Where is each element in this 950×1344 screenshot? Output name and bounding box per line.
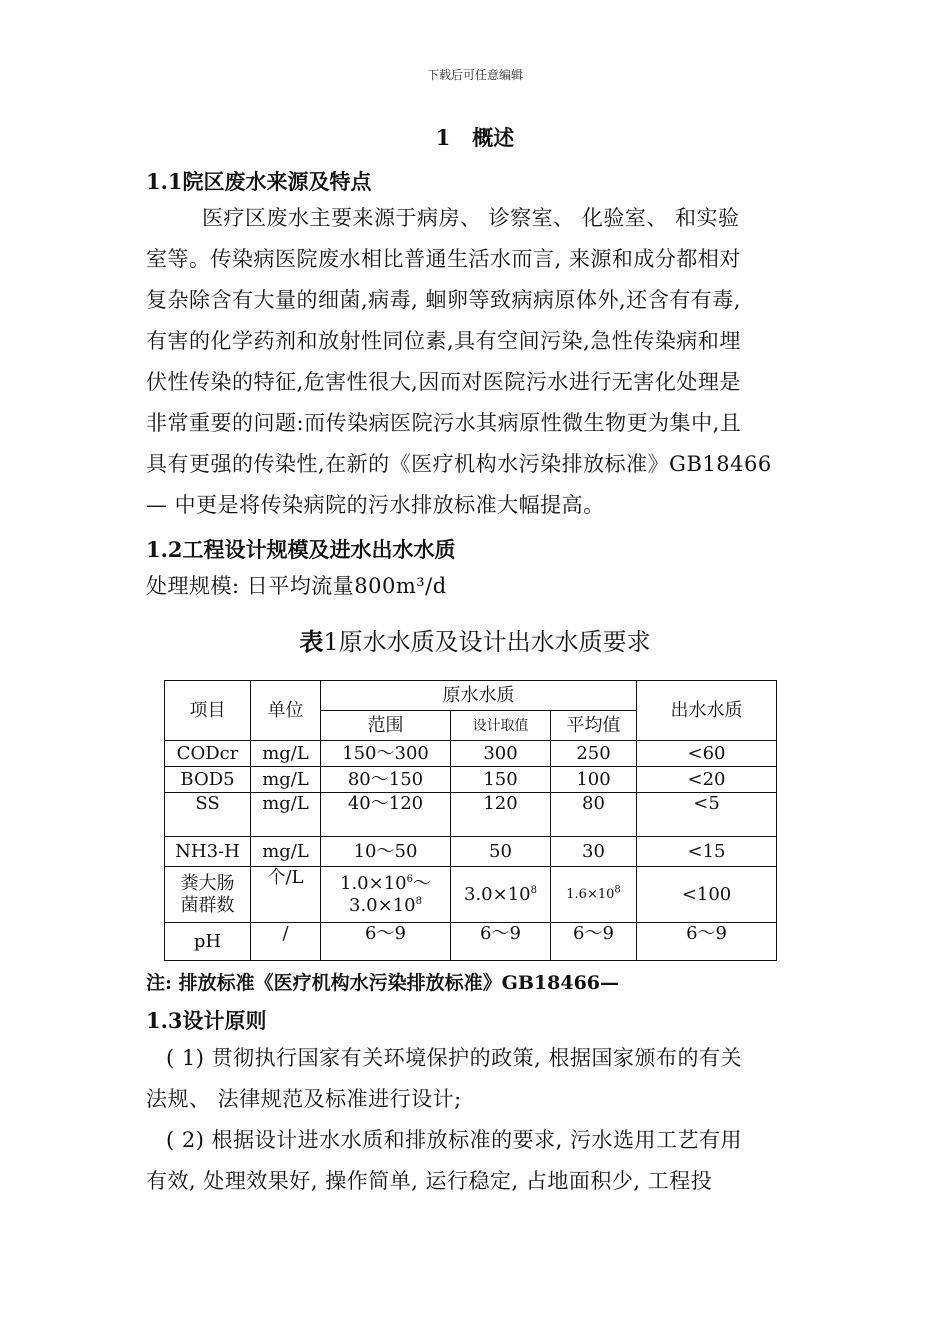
average-exponent: 8: [614, 884, 621, 896]
table-caption: [0, 622, 950, 657]
cell-effluent: <20: [637, 767, 777, 793]
cell-design: 300: [451, 741, 551, 767]
range-base-1: 1.0×10: [340, 872, 407, 894]
design-exponent: 8: [530, 884, 537, 896]
cell-average: 100: [551, 767, 637, 793]
paragraph-line: 有害的化学药剂和放射性同位素,具有空间污染,急性传染病和埋: [146, 329, 741, 353]
range-base-2: 3.0×10: [349, 894, 416, 916]
cell-unit: mg/L: [251, 793, 321, 837]
section-heading-1-1: 1.1院区废水来源及特点: [146, 169, 372, 194]
cell-range: 10～50: [321, 837, 451, 867]
scale-text: 处理规模: 日平均流量800m³/d: [146, 574, 447, 598]
cell-effluent: 6～9: [637, 923, 777, 961]
paragraph-line: 非常重要的问题:而传染病医院污水其病原性微生物更为集中,且: [146, 411, 742, 435]
cell-unit: 个/L: [251, 867, 321, 923]
header-average: 平均值: [551, 711, 637, 741]
table-row: [165, 767, 777, 793]
cell-range: 80～150: [321, 767, 451, 793]
cell-unit: /: [251, 923, 321, 961]
coliform-label-line-2: 菌群数: [180, 894, 235, 916]
table-row: [165, 741, 777, 767]
cell-unit: mg/L: [251, 837, 321, 867]
table-row: [165, 867, 777, 923]
cell-design: 50: [451, 837, 551, 867]
paragraph-line: 伏性传染的特征,危害性很大,因而对医院污水进行无害化处理是: [146, 370, 741, 394]
principle-line: 有效, 处理效果好, 操作简单, 运行稳定, 占地面积少, 工程投: [146, 1169, 713, 1193]
header-design-value: 设计取值: [451, 711, 551, 741]
table-row: [165, 793, 777, 837]
range-line-1: [321, 873, 450, 895]
table-caption-prefix: 表: [299, 627, 324, 656]
section-heading-1-3: 1.3设计原则: [146, 1008, 267, 1033]
paragraph-line: — 中更是将传染病院的污水排放标准大幅提高。: [146, 493, 605, 517]
paragraph-line: 复杂除含有大量的细菌,病毒, 蛔卵等致病病原体外,还含有有毒,: [146, 288, 741, 312]
cell-unit: mg/L: [251, 767, 321, 793]
paragraph-line: 医疗区废水主要来源于病房、 诊察室、 化验室、 和实验: [202, 206, 740, 230]
range-tilde: ～: [413, 872, 431, 894]
section-1-1-paragraph: [146, 198, 806, 526]
cell-range: [321, 867, 451, 923]
paragraph-line: 具有更强的传染性,在新的《医疗机构水污染排放标准》GB18466: [146, 452, 772, 476]
table-row: [165, 923, 777, 961]
cell-average: 250: [551, 741, 637, 767]
cell-design: 120: [451, 793, 551, 837]
cell-item: pH: [165, 923, 251, 961]
header-item: 项目: [165, 681, 251, 741]
cell-average: 6～9: [551, 923, 637, 961]
cell-design: [451, 867, 551, 923]
cell-item: [165, 867, 251, 923]
principle-line: ( 2) 根据设计进水水质和排放标准的要求, 污水选用工艺有用: [166, 1128, 742, 1152]
cell-average: 80: [551, 793, 637, 837]
cell-average: [551, 867, 637, 923]
principle-line: ( 1) 贯彻执行国家有关环境保护的政策, 根据国家颁布的有关: [166, 1046, 742, 1070]
paragraph-line: 室等。传染病医院废水相比普通生活水而言, 来源和成分都相对: [146, 247, 741, 271]
design-principles: [146, 1038, 806, 1202]
cell-range: 6～9: [321, 923, 451, 961]
cell-range: 150～300: [321, 741, 451, 767]
range-line-2: [321, 895, 450, 917]
table-note: 注: 排放标准《医疗机构水污染排放标准》GB18466—: [146, 972, 620, 994]
page-header: 下载后可任意编辑: [426, 68, 523, 82]
header-range: 范围: [321, 711, 451, 741]
average-base: 1.6×10: [566, 886, 615, 902]
cell-effluent: <5: [637, 793, 777, 837]
cell-item: CODcr: [165, 741, 251, 767]
chapter-title: 1 概述: [435, 125, 515, 150]
range-exponent-1: 6: [406, 873, 413, 885]
design-base: 3.0×10: [464, 883, 531, 905]
section-heading-1-2: 1.2工程设计规模及进水出水水质: [146, 537, 456, 562]
cell-unit: mg/L: [251, 741, 321, 767]
header-effluent: 出水水质: [637, 681, 777, 741]
cell-average: 30: [551, 837, 637, 867]
cell-effluent: <60: [637, 741, 777, 767]
header-raw-water: 原水水质: [321, 681, 637, 711]
table-caption-text: 1原水水质及设计出水水质要求: [323, 628, 651, 656]
cell-effluent: <100: [637, 867, 777, 923]
coliform-label-line-1: 粪大肠: [180, 872, 235, 894]
table-row: [165, 837, 777, 867]
cell-item: NH3-H: [165, 837, 251, 867]
cell-item: BOD5: [165, 767, 251, 793]
water-quality-table: [164, 680, 777, 961]
cell-design: 150: [451, 767, 551, 793]
header-unit: 单位: [251, 681, 321, 741]
principle-line: 法规、 法律规范及标准进行设计;: [146, 1087, 462, 1111]
cell-item: SS: [165, 793, 251, 837]
range-exponent-2: 8: [415, 895, 422, 907]
cell-effluent: <15: [637, 837, 777, 867]
cell-design: 6～9: [451, 923, 551, 961]
cell-range: 40～120: [321, 793, 451, 837]
treatment-scale: [146, 566, 806, 607]
